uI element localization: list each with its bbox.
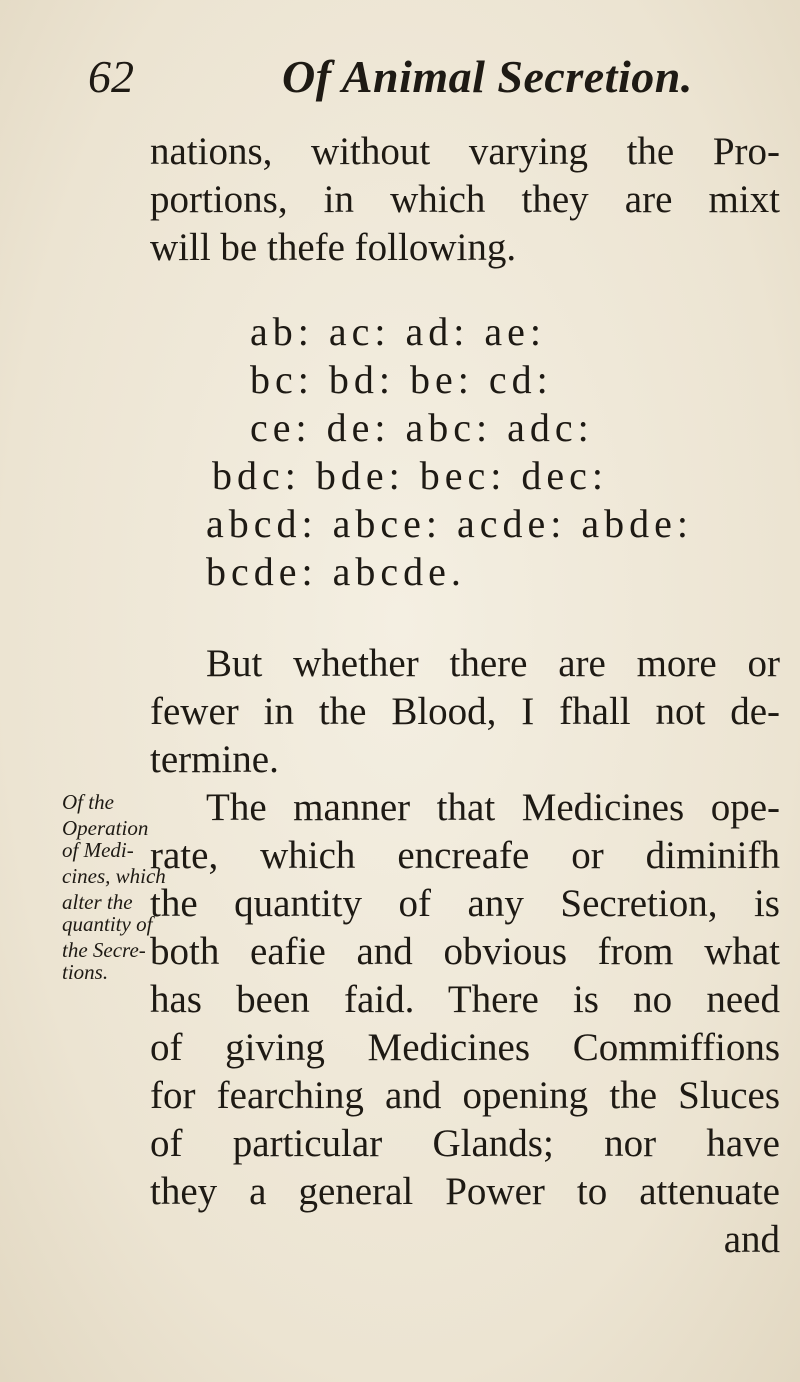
text-line: of particular Glands; nor have [150,1122,780,1165]
combination-line: bcde: abcde. [206,549,466,594]
text-line: nations, without varying the Pro- [150,130,780,173]
text-line: the quantity of any Secretion, is [150,882,780,925]
combination-line: bc: bd: be: cd: [250,357,553,402]
marginal-line: quantity of [62,912,153,936]
running-title: Of Animal Secretion. [282,51,693,102]
intro-paragraph [150,128,780,272]
text-line: termine. [150,738,279,781]
combination-line: ce: de: abc: adc: [250,405,594,450]
text-line: The manner that Medicines ope- [206,786,780,829]
catchword: and [723,1218,780,1261]
text-line: of giving Medicines Commiffions [150,1026,780,1069]
marginal-line: the Secre- [62,938,146,962]
combination-line: ab: ac: ad: ae: [250,309,546,354]
text-line: for fearching and opening the Sluces [150,1074,780,1117]
marginal-line: cines, which [62,864,166,888]
text-line: But whether there are more or [206,642,780,685]
text-line: portions, in which they are mixt [150,178,780,221]
combinations-list [206,308,693,596]
marginal-line: tions. [62,960,109,984]
text-line: has been faid. There is no need [150,978,780,1021]
text-line: will be thefe following. [150,226,517,269]
paragraph-blood [150,640,780,784]
text-line: fewer in the Blood, I fhall not de- [150,690,780,733]
marginal-line: of Medi- [62,838,134,862]
marginal-line: Of the [62,790,114,814]
text-line: both eafie and obvious from what [150,930,780,973]
page-header [0,50,800,110]
page-number: 62 [88,51,134,102]
combination-line: abcd: abce: acde: abde: [206,501,693,546]
marginal-note [62,790,166,984]
text-line: rate, which encreafe or diminifh [150,834,780,877]
marginal-line: Operation [62,816,149,840]
combination-line: bdc: bde: bec: dec: [212,453,608,498]
marginal-line: alter the [62,890,133,914]
paragraph-medicines [150,784,780,1264]
text-line: they a general Power to attenuate [150,1170,780,1213]
